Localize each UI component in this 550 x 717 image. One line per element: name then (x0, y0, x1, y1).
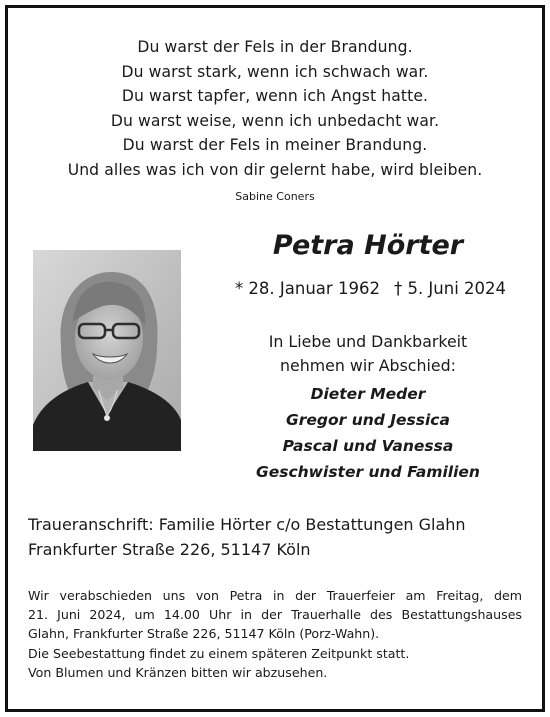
mourners-list (203, 381, 533, 485)
farewell-line: In Liebe und Dankbarkeit (268, 332, 468, 351)
death-date: † 5. Juni 2024 (393, 279, 507, 298)
portrait-photo (33, 250, 181, 451)
farewell-text (203, 330, 533, 378)
poem-line: Und alles was ich von dir gelernt habe, wird bleiben. (67, 160, 483, 179)
mourner: Gregor und Jessica (286, 411, 450, 429)
poem-line: Du warst der Fels in der Brandung. (137, 38, 413, 56)
address-line: Frankfurter Straße 226, 51147 Köln (28, 539, 311, 559)
ceremony-line: Glahn, Frankfurter Straße 226, 51147 Köln (Porz-Wahn). (28, 626, 380, 642)
farewell-line: nehmen wir Abschied: (280, 356, 456, 375)
mourner: Pascal und Vanessa (282, 437, 454, 455)
poem-line: Du warst der Fels in meiner Brandung. (122, 136, 428, 154)
life-dates (218, 279, 523, 298)
ceremony-line: 21. Juni 2024, um 14.00 Uhr in der Trauerhalle des Bestattungshauses (28, 607, 522, 623)
deceased-name: Petra Hörter (272, 230, 464, 261)
poem-line: Du warst stark, wenn ich schwach war. (121, 62, 429, 81)
mourner: Geschwister und Familien (256, 463, 480, 481)
mourning-address (28, 513, 528, 562)
poem (8, 35, 542, 182)
obituary-frame (5, 5, 545, 712)
portrait-illustration (33, 250, 181, 451)
mourner: Dieter Meder (310, 385, 426, 403)
address-line: Traueranschrift: Familie Hörter c/o Bestattungen Glahn (28, 515, 466, 534)
poem-line: Du warst weise, wenn ich unbedacht war. (110, 111, 440, 130)
poem-author: Sabine Coners (235, 190, 315, 203)
ceremony-line: Wir verabschieden uns von Petra in der Trauerfeier am Freitag, dem (28, 588, 522, 603)
ceremony-line: Von Blumen und Kränzen bitten wir abzusehen. (28, 664, 328, 680)
ceremony-info (28, 586, 522, 682)
ceremony-line: Die Seebestattung findet zu einem späteren Zeitpunkt statt. (28, 645, 410, 661)
birth-date: * 28. Januar 1962 (234, 279, 380, 298)
poem-line: Du warst tapfer, wenn ich Angst hatte. (121, 87, 429, 105)
